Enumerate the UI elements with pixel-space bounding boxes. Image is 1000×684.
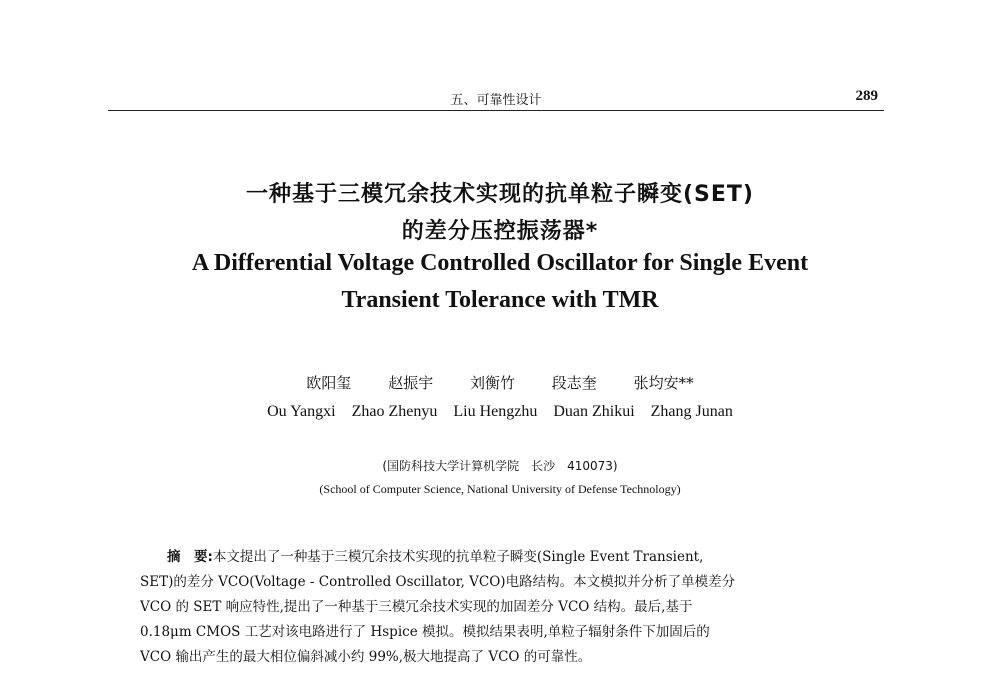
- author-cn: 段志奎: [551, 374, 597, 392]
- affiliation-en: (School of Computer Science, National University of Defense Technology): [319, 482, 681, 496]
- title-en-line2: Transient Tolerance with TMR: [341, 287, 659, 313]
- page-number: 289: [855, 88, 878, 104]
- affiliation-cn: (国防科技大学计算机学院 长沙 410073): [382, 459, 618, 473]
- abstract: [140, 545, 880, 670]
- author-cn: 张均安**: [633, 374, 694, 392]
- author-en: Duan Zhikui: [553, 403, 635, 420]
- abstract-line: SET)的差分 VCO(Voltage - Controlled Oscillator, VCO)电路结构。本文模拟并分析了单模差分: [140, 574, 736, 590]
- abstract-line: [140, 545, 880, 570]
- author-cn: 欧阳玺: [306, 374, 352, 392]
- author-cn: 赵振宇: [388, 374, 434, 392]
- author-cn: 刘衡竹: [469, 374, 515, 392]
- authors-cn: [0, 372, 1000, 393]
- authors-en: [0, 403, 1000, 421]
- title-cn-line1: 一种基于三模冗余技术实现的抗单粒子瞬变(SET): [246, 182, 754, 207]
- section-title: 五、可靠性设计: [450, 93, 542, 108]
- author-en: Liu Hengzhu: [453, 403, 538, 420]
- running-header: [108, 86, 884, 111]
- abstract-line: VCO 输出产生的最大相位偏斜减小约 99%,极大地提高了 VCO 的可靠性。: [140, 649, 592, 665]
- title-cn-line2: 的差分压控振荡器*: [401, 219, 599, 244]
- author-en: Zhao Zhenyu: [351, 403, 438, 420]
- author-en: Zhang Junan: [650, 403, 733, 420]
- abstract-text: 本文提出了一种基于三模冗余技术实现的抗单粒子瞬变(Single Event Transient,: [212, 549, 704, 565]
- abstract-line: 0.18μm CMOS 工艺对该电路进行了 Hspice 模拟。模拟结果表明,单粒子辐射条件下加固后的: [140, 624, 710, 640]
- abstract-line: VCO 的 SET 响应特性,提出了一种基于三模冗余技术实现的加固差分 VCO 结构。最后,基于: [140, 599, 693, 615]
- title-en-line1: A Differential Voltage Controlled Oscillator for Single Event: [191, 250, 809, 276]
- abstract-label: 摘 要:: [167, 549, 213, 565]
- author-en: Ou Yangxi: [267, 403, 336, 420]
